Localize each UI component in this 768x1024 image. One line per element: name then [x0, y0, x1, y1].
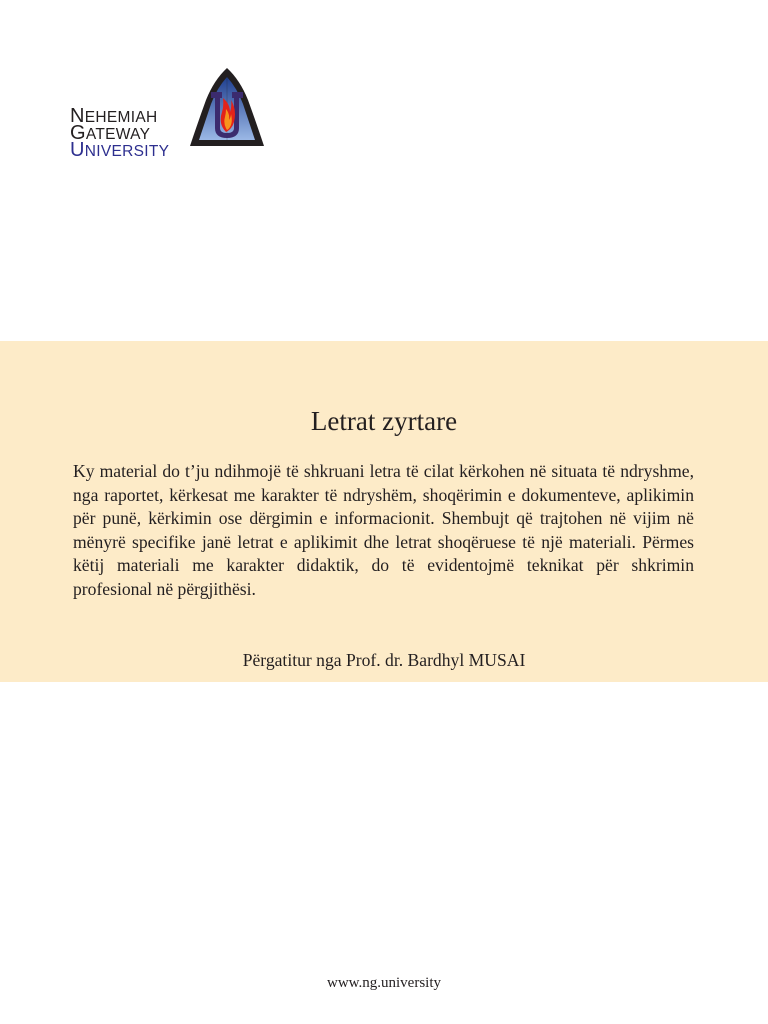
logo-line-university: UNIVERSITY — [70, 139, 170, 161]
footer-url: www.ng.university — [326, 975, 442, 991]
logo-line-gateway: GATEWAY — [70, 122, 151, 144]
logo-wordmark — [70, 105, 170, 161]
document-description: Ky material do t’ju ndihmojë të shkruani letra të cilat kërkohen në situata të ndryshme, nga raportet, kërkesat me karakter të ndryshëm, shoqërimin e dokumenteve, aplikimin për punë, kërkimin ose dërgimin e informacionit. Shembujt që trajtohen në vijim në mënyrë specifike janë letrat e aplikimit dhe letrat shoqëruese të një materiali. Përmes këtij materiali me karakter didaktik, do të evidentojmë teknikat për shkrimin profesional në përgjithësi. — [73, 461, 694, 599]
logo-line-nehemiah: NEHEMIAH — [70, 105, 158, 127]
document-author: Përgatitur nga Prof. dr. Bardhyl MUSAI — [242, 650, 526, 670]
university-logo — [70, 66, 270, 166]
document-title: Letrat zyrtare — [310, 406, 458, 436]
arch-flame-emblem-icon — [188, 66, 266, 150]
